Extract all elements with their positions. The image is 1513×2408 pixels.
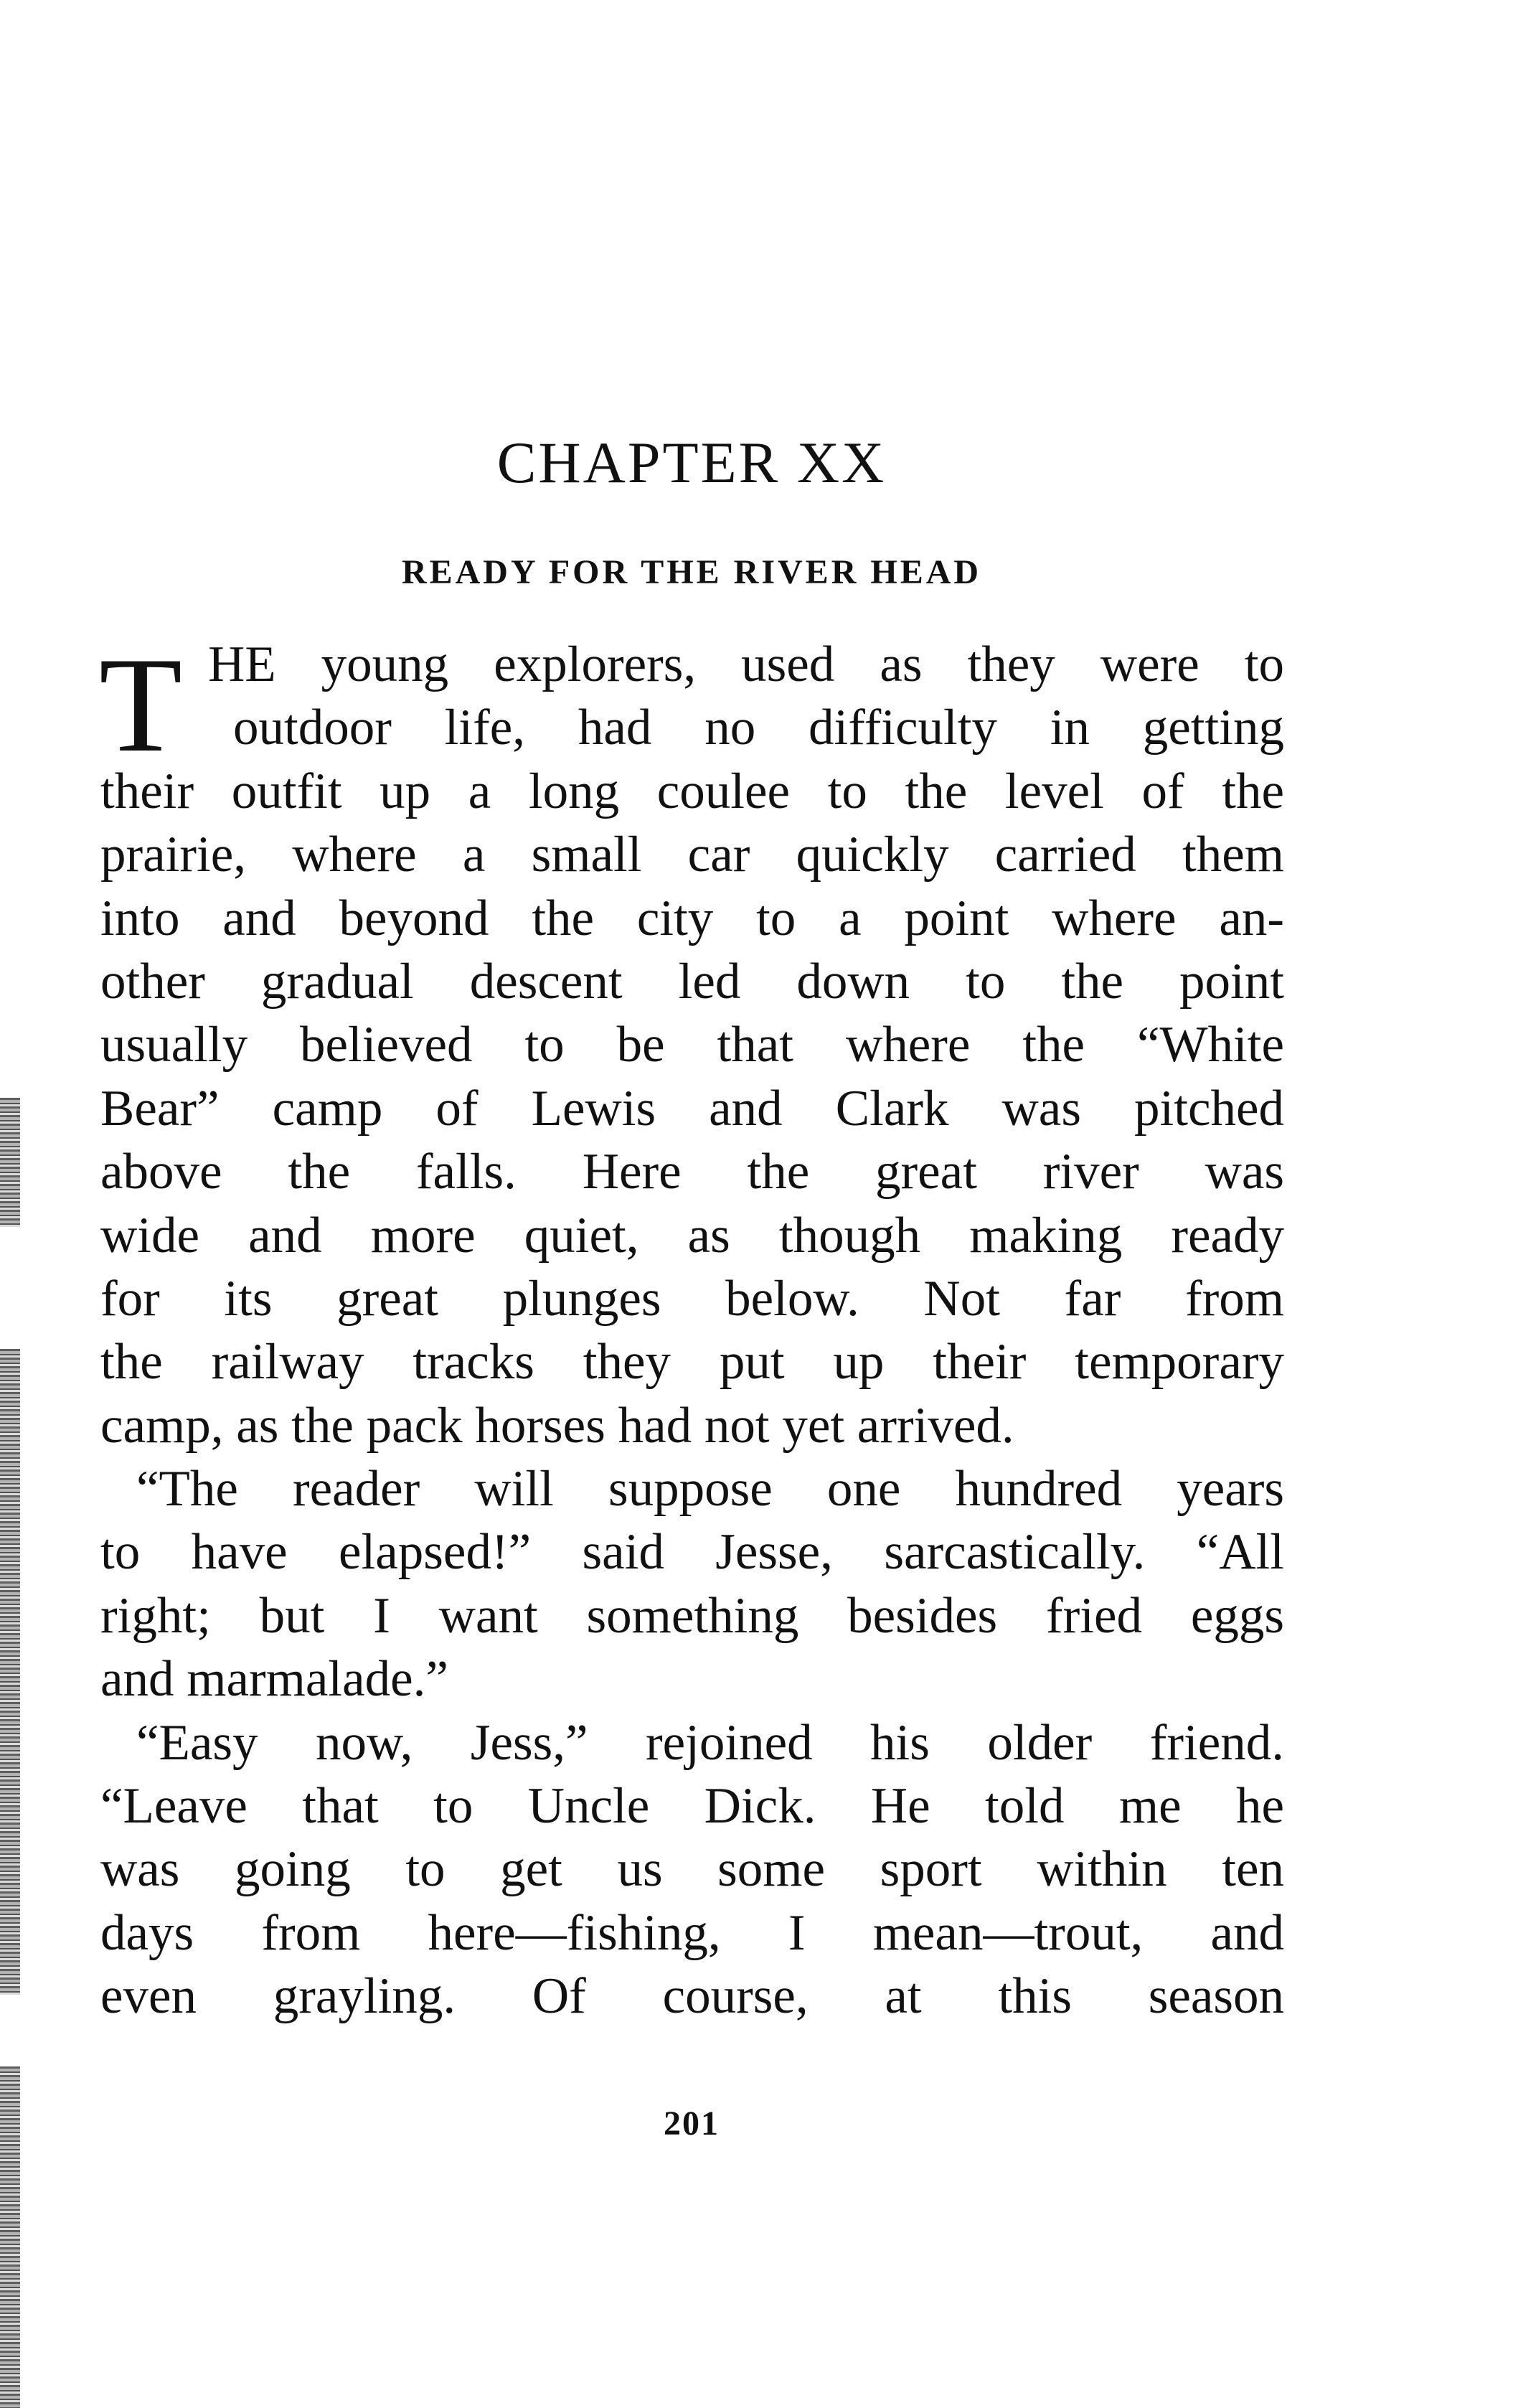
text-line: days from here—fishing, I mean—trout, and: [100, 1904, 1284, 1961]
text-line: for its great plunges below. Not far from: [100, 1270, 1284, 1327]
text-line: prairie, where a small car quickly carried them: [100, 827, 1284, 883]
scan-edge-shadow: [0, 1098, 20, 1227]
drop-cap: T: [99, 630, 183, 781]
text-line: “Leave that to Uncle Dick. He told me he: [100, 1778, 1284, 1835]
text-line: and marmalade.”: [100, 1651, 448, 1708]
text-line: other gradual descent led down to the point: [100, 953, 1284, 1010]
chapter-subtitle: READY FOR THE RIVER HEAD: [401, 553, 982, 591]
text-line: Bear” camp of Lewis and Clark was pitched: [100, 1080, 1284, 1137]
text-line: outdoor life, had no difficulty in getting: [233, 700, 1284, 756]
text-line: their outfit up a long coulee to the level of the: [100, 763, 1284, 819]
chapter-body: [99, 630, 1284, 2028]
text-line: to have elapsed!” said Jesse, sarcastically. “All: [100, 1524, 1284, 1581]
text-line: HE young explorers, used as they were to: [208, 636, 1284, 692]
page-number: 201: [664, 2104, 720, 2143]
text-line: usually believed to be that where the “White: [100, 1017, 1284, 1073]
text-line: above the falls. Here the great river was: [100, 1144, 1284, 1200]
text-line: wide and more quiet, as though making ready: [100, 1207, 1284, 1264]
text-line: the railway tracks they put up their temporary: [100, 1334, 1284, 1391]
scan-edge-shadow: [0, 1349, 20, 1995]
text-line: was going to get us some sport within ten: [100, 1841, 1284, 1898]
text-line: even grayling. Of course, at this season: [100, 1968, 1284, 2025]
text-line: into and beyond the city to a point where an-: [100, 890, 1284, 946]
text-line: camp, as the pack horses had not yet arrived.: [100, 1397, 1014, 1454]
text-line: “Easy now, Jess,” rejoined his older friend.: [136, 1714, 1284, 1771]
text-line: “The reader will suppose one hundred years: [136, 1461, 1284, 1518]
chapter-title: CHAPTER XX: [496, 430, 887, 495]
text-line: right; but I want something besides fried eggs: [100, 1587, 1284, 1644]
